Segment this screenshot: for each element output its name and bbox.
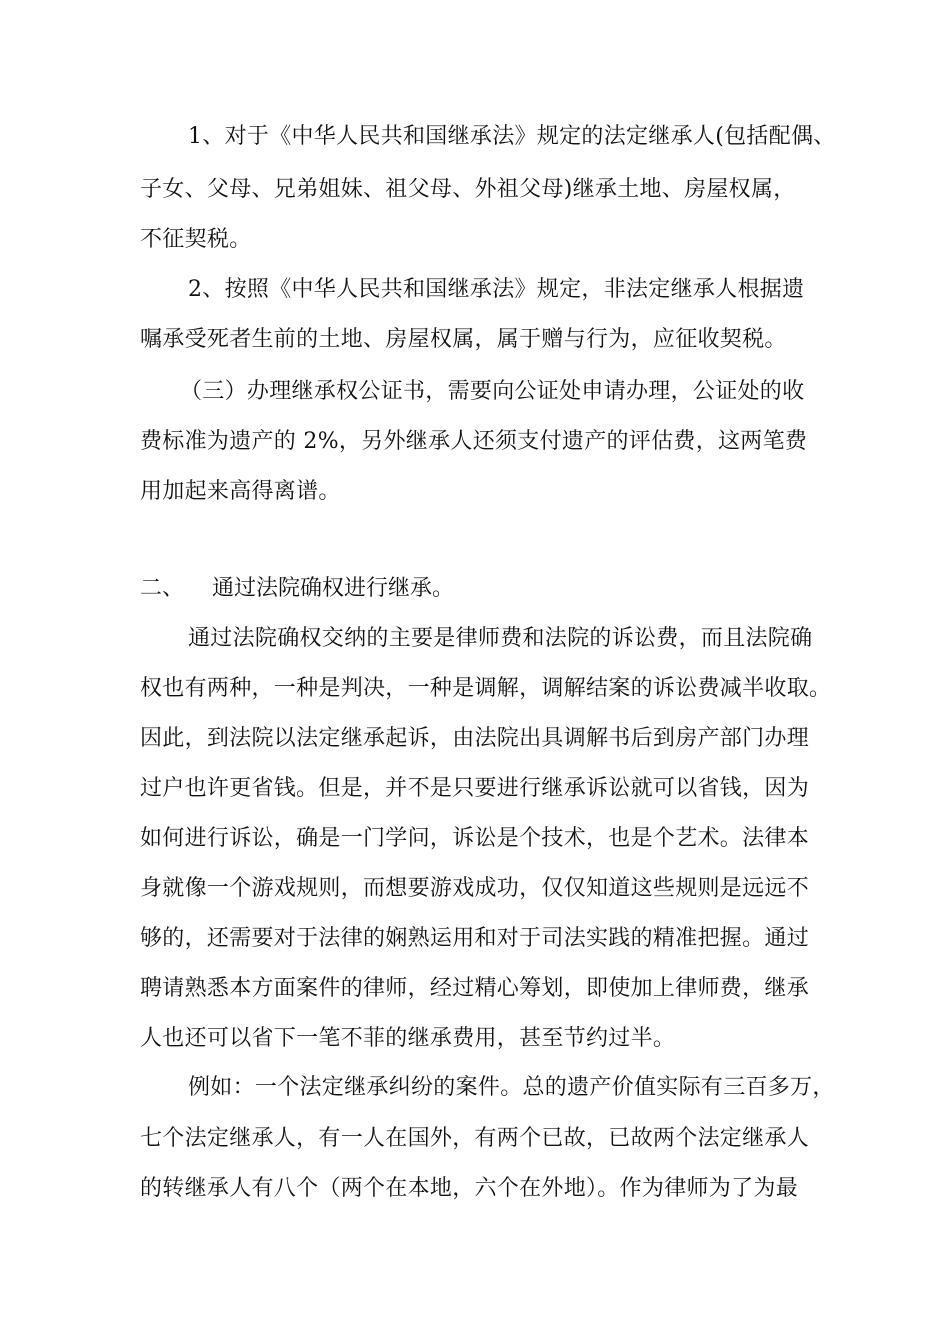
para4-line-4: 过户也许更省钱。但是，并不是只要进行继承诉讼就可以省钱，因为 xyxy=(140,776,810,801)
para4-line-2: 权也有两种，一种是判决，一种是调解，调解结案的诉讼费减半收取。 xyxy=(140,676,832,701)
para4-line-3: 因此，到法院以法定继承起诉，由法院出具调解书后到房产部门办理 xyxy=(140,726,810,751)
para5-line-2: 七个法定继承人，有一人在国外，有两个已故，已故两个法定继承人 xyxy=(140,1126,810,1151)
section-2-number: 二、 xyxy=(140,576,185,601)
para5-line-3: 的转继承人有八个（两个在本地，六个在外地）。作为律师为了为最 xyxy=(140,1176,799,1201)
para1-line-2: 子女、父母、兄弟姐妹、祖父母、外祖父母)继承土地、房屋权属， xyxy=(140,177,796,202)
para3-line-3: 用加起来高得离谱。 xyxy=(140,479,341,504)
para4-line-9: 人也还可以省下一笔不菲的继承费用，甚至节约过半。 xyxy=(140,1026,676,1051)
para5-line-1: 例如：一个法定继承纠纷的案件。总的遗产价值实际有三百多万， xyxy=(188,1075,835,1100)
para4-line-5: 如何进行诉讼，确是一门学问，诉讼是个技术，也是个艺术。法律本 xyxy=(140,826,810,851)
para1-line-3: 不征契税。 xyxy=(140,227,252,252)
para2-line-2: 嘱承受死者生前的土地、房屋权属，属于赠与行为，应征收契税。 xyxy=(140,327,787,352)
para1-line-1: 1、对于《中华人民共和国继承法》规定的法定继承人(包括配偶、 xyxy=(188,124,836,149)
para2-line-1: 2、按照《中华人民共和国继承法》规定，非法定继承人根据遗 xyxy=(188,277,805,302)
para3-line-1: （三）办理继承权公证书，需要向公证处申请办理，公证处的收 xyxy=(180,379,805,404)
section-2-title: 通过法院确权进行继承。 xyxy=(212,576,455,601)
para3-line-2: 费标准为遗产的 2%，另外继承人还须支付遗产的评估费，这两笔费 xyxy=(140,429,808,454)
para4-line-8: 聘请熟悉本方面案件的律师，经过精心筹划，即使加上律师费，继承 xyxy=(140,976,810,1001)
para4-line-7: 够的，还需要对于法律的娴熟运用和对于司法实践的精准把握。通过 xyxy=(140,926,810,951)
para4-line-1: 通过法院确权交纳的主要是律师费和法院的诉讼费，而且法院确 xyxy=(188,626,813,651)
para4-line-6: 身就像一个游戏规则，而想要游戏成功，仅仅知道这些规则是远远不 xyxy=(140,876,810,901)
